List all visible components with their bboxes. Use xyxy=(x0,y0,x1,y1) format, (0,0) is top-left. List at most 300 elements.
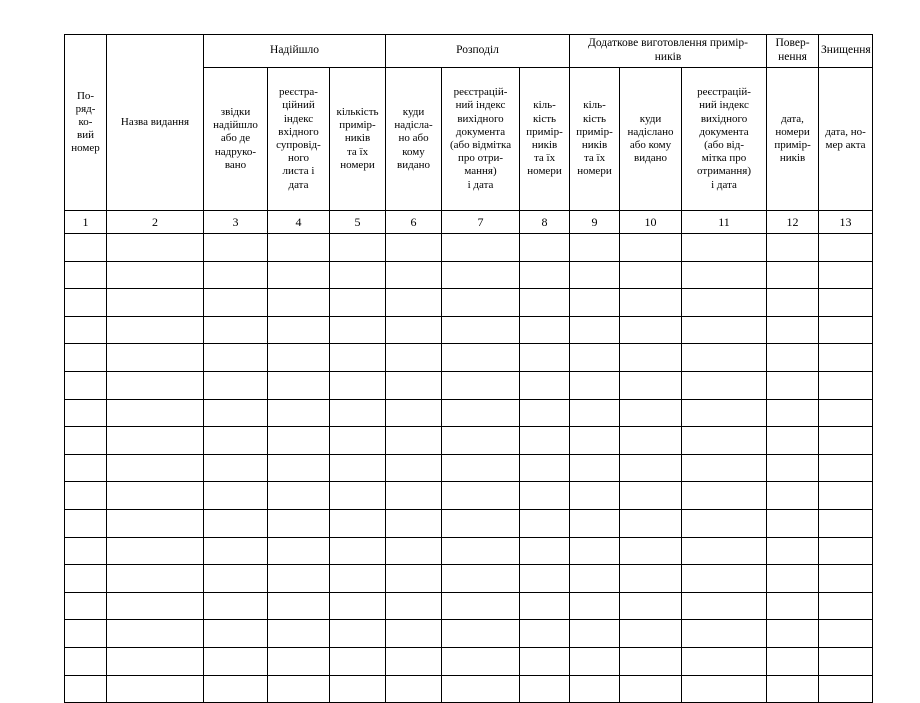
line: документа xyxy=(699,125,749,138)
table-cell[interactable] xyxy=(204,620,268,648)
table-cell[interactable] xyxy=(767,427,819,455)
table-cell[interactable] xyxy=(819,482,873,510)
table-cell[interactable] xyxy=(204,537,268,565)
header-cell-publication-name xyxy=(107,35,204,211)
table-cell[interactable] xyxy=(442,565,520,593)
table-cell[interactable] xyxy=(570,316,620,344)
line: примір- xyxy=(774,139,811,151)
table-row[interactable] xyxy=(65,620,873,648)
table-cell[interactable] xyxy=(204,482,268,510)
table-cell[interactable] xyxy=(767,509,819,537)
table-cell[interactable] xyxy=(386,537,442,565)
table-cell[interactable] xyxy=(620,289,682,317)
table-cell[interactable] xyxy=(520,371,570,399)
table-cell[interactable] xyxy=(386,344,442,372)
table-cell[interactable] xyxy=(107,316,204,344)
table-cell[interactable] xyxy=(682,234,767,262)
line: та їх xyxy=(346,145,369,158)
column-number: 3 xyxy=(204,211,268,234)
table-cell[interactable] xyxy=(386,482,442,510)
table-cell[interactable] xyxy=(65,289,107,317)
table-cell[interactable] xyxy=(767,289,819,317)
table-cell[interactable] xyxy=(268,454,330,482)
column-number: 7 xyxy=(442,211,520,234)
table-cell[interactable] xyxy=(520,454,570,482)
group-header-return xyxy=(767,35,819,68)
table-cell[interactable] xyxy=(520,592,570,620)
header-cell-source xyxy=(204,68,268,211)
table-row[interactable] xyxy=(65,675,873,703)
table-cell[interactable] xyxy=(204,565,268,593)
table-cell[interactable] xyxy=(682,565,767,593)
table-cell[interactable] xyxy=(330,592,386,620)
table-cell[interactable] xyxy=(767,592,819,620)
table-cell[interactable] xyxy=(65,371,107,399)
table-cell[interactable] xyxy=(204,234,268,262)
line: Додаткове виготовлення примір- xyxy=(588,37,749,50)
table-cell[interactable] xyxy=(520,675,570,703)
table-cell[interactable] xyxy=(386,316,442,344)
table-cell[interactable] xyxy=(570,427,620,455)
line: отримання) xyxy=(697,165,751,178)
table-cell[interactable] xyxy=(620,565,682,593)
table-cell[interactable] xyxy=(107,620,204,648)
table-cell[interactable] xyxy=(620,316,682,344)
table-cell[interactable] xyxy=(386,565,442,593)
table-cell[interactable] xyxy=(620,234,682,262)
table-cell[interactable] xyxy=(386,427,442,455)
line: реєстрацій- xyxy=(453,86,508,99)
table-cell[interactable] xyxy=(570,647,620,675)
table-cell[interactable] xyxy=(620,537,682,565)
line: Назва видання xyxy=(120,115,190,128)
table-cell[interactable] xyxy=(767,234,819,262)
column-number: 9 xyxy=(570,211,620,234)
line: реєстрацій- xyxy=(697,86,751,99)
table-row[interactable] xyxy=(65,537,873,565)
table-row[interactable] xyxy=(65,289,873,317)
line: кіль- xyxy=(583,99,606,112)
line: індекс xyxy=(283,112,314,125)
table-cell[interactable] xyxy=(682,316,767,344)
table-cell[interactable] xyxy=(330,371,386,399)
line: ників xyxy=(654,51,682,63)
table-cell[interactable] xyxy=(330,509,386,537)
table-cell[interactable] xyxy=(330,234,386,262)
line: но або xyxy=(398,132,429,145)
table-cell[interactable] xyxy=(65,565,107,593)
table-cell[interactable] xyxy=(767,482,819,510)
table-cell[interactable] xyxy=(819,316,873,344)
table-cell[interactable] xyxy=(204,454,268,482)
table-cell[interactable] xyxy=(386,509,442,537)
line: мітка про xyxy=(701,152,747,165)
table-cell[interactable] xyxy=(520,316,570,344)
table-cell[interactable] xyxy=(819,261,873,289)
table-cell[interactable] xyxy=(442,482,520,510)
table-cell[interactable] xyxy=(767,371,819,399)
table-cell[interactable] xyxy=(520,509,570,537)
table-row[interactable] xyxy=(65,565,873,593)
line: дата xyxy=(288,178,309,191)
table-cell[interactable] xyxy=(442,344,520,372)
table-cell[interactable] xyxy=(819,427,873,455)
table-cell[interactable] xyxy=(570,344,620,372)
table-cell[interactable] xyxy=(442,675,520,703)
table-cell[interactable] xyxy=(520,427,570,455)
table-cell[interactable] xyxy=(268,316,330,344)
table-row[interactable] xyxy=(65,482,873,510)
table-cell[interactable] xyxy=(682,675,767,703)
table-cell[interactable] xyxy=(65,234,107,262)
table-cell[interactable] xyxy=(386,620,442,648)
table-cell[interactable] xyxy=(386,371,442,399)
table-cell[interactable] xyxy=(819,647,873,675)
group-header-distribution: Розподіл xyxy=(386,35,570,68)
table-cell[interactable] xyxy=(386,261,442,289)
table-cell[interactable] xyxy=(442,592,520,620)
table-cell[interactable] xyxy=(268,675,330,703)
line: примір- xyxy=(526,125,563,138)
table-cell[interactable] xyxy=(386,399,442,427)
table-cell[interactable] xyxy=(620,399,682,427)
table-cell[interactable] xyxy=(819,454,873,482)
table-cell[interactable] xyxy=(442,647,520,675)
column-number: 12 xyxy=(767,211,819,234)
table-cell[interactable] xyxy=(330,454,386,482)
table-row[interactable] xyxy=(65,316,873,344)
line: ного xyxy=(287,152,310,165)
table-row[interactable] xyxy=(65,234,873,262)
table-cell[interactable] xyxy=(520,234,570,262)
table-cell[interactable] xyxy=(107,675,204,703)
table-cell[interactable] xyxy=(268,537,330,565)
table-cell[interactable] xyxy=(819,537,873,565)
table-cell[interactable] xyxy=(620,371,682,399)
group-header-destruction: Знищення xyxy=(819,35,873,68)
table-cell[interactable] xyxy=(682,482,767,510)
table-cell[interactable] xyxy=(442,234,520,262)
table-cell[interactable] xyxy=(107,289,204,317)
table-cell[interactable] xyxy=(570,482,620,510)
table-cell[interactable] xyxy=(107,371,204,399)
table-row[interactable] xyxy=(65,371,873,399)
line: листа і xyxy=(282,165,315,178)
table-cell[interactable] xyxy=(65,344,107,372)
table-cell[interactable] xyxy=(620,261,682,289)
table-cell[interactable] xyxy=(442,509,520,537)
table-cell[interactable] xyxy=(330,316,386,344)
table-cell[interactable] xyxy=(682,537,767,565)
table-cell[interactable] xyxy=(819,675,873,703)
header-cell-distributed-copies xyxy=(520,68,570,211)
table-cell[interactable] xyxy=(442,454,520,482)
table-cell[interactable] xyxy=(570,399,620,427)
line: номери xyxy=(340,158,375,171)
table-cell[interactable] xyxy=(620,592,682,620)
table-cell[interactable] xyxy=(520,289,570,317)
header-cell-sent-to xyxy=(386,68,442,211)
table-row[interactable] xyxy=(65,454,873,482)
table-cell[interactable] xyxy=(204,675,268,703)
table-cell[interactable] xyxy=(620,620,682,648)
table-row[interactable] xyxy=(65,647,873,675)
table-cell[interactable] xyxy=(204,371,268,399)
table-cell[interactable] xyxy=(107,565,204,593)
line: вхідного xyxy=(278,125,319,138)
table-cell[interactable] xyxy=(330,620,386,648)
table-cell[interactable] xyxy=(268,427,330,455)
table-cell[interactable] xyxy=(268,482,330,510)
table-cell[interactable] xyxy=(442,620,520,648)
table-cell[interactable] xyxy=(386,675,442,703)
registration-table xyxy=(64,34,873,703)
table-cell[interactable] xyxy=(520,565,570,593)
table-cell[interactable] xyxy=(570,234,620,262)
line: і дата xyxy=(467,178,494,191)
table-cell[interactable] xyxy=(386,647,442,675)
line: або кому xyxy=(629,139,672,151)
table-cell[interactable] xyxy=(570,509,620,537)
table-cell[interactable] xyxy=(442,316,520,344)
table-cell[interactable] xyxy=(330,344,386,372)
table-cell[interactable] xyxy=(570,537,620,565)
table-cell[interactable] xyxy=(570,592,620,620)
table-cell[interactable] xyxy=(520,261,570,289)
line: нення xyxy=(778,51,807,63)
table-cell[interactable] xyxy=(65,509,107,537)
table-row[interactable] xyxy=(65,399,873,427)
header-cell-order-number xyxy=(65,35,107,211)
table-cell[interactable] xyxy=(682,647,767,675)
table-cell[interactable] xyxy=(65,261,107,289)
table-cell[interactable] xyxy=(682,261,767,289)
table-cell[interactable] xyxy=(386,454,442,482)
table-cell[interactable] xyxy=(620,454,682,482)
table-cell[interactable] xyxy=(620,482,682,510)
column-number: 6 xyxy=(386,211,442,234)
table-cell[interactable] xyxy=(268,509,330,537)
table-cell[interactable] xyxy=(767,399,819,427)
table-cell[interactable] xyxy=(386,592,442,620)
table-cell[interactable] xyxy=(682,427,767,455)
table-cell[interactable] xyxy=(330,565,386,593)
table-cell[interactable] xyxy=(620,427,682,455)
table-cell[interactable] xyxy=(386,289,442,317)
table-cell[interactable] xyxy=(520,537,570,565)
table-cell[interactable] xyxy=(819,371,873,399)
table-cell[interactable] xyxy=(442,399,520,427)
table-row[interactable] xyxy=(65,427,873,455)
table-cell[interactable] xyxy=(65,620,107,648)
table-cell[interactable] xyxy=(330,261,386,289)
table-cell[interactable] xyxy=(65,537,107,565)
table-cell[interactable] xyxy=(268,399,330,427)
table-cell[interactable] xyxy=(65,399,107,427)
table-row[interactable] xyxy=(65,509,873,537)
line: та їх xyxy=(583,152,606,165)
line: куди xyxy=(402,106,425,119)
table-cell[interactable] xyxy=(682,454,767,482)
table-cell[interactable] xyxy=(819,592,873,620)
table-cell[interactable] xyxy=(819,399,873,427)
table-cell[interactable] xyxy=(442,537,520,565)
line: номери xyxy=(527,165,562,178)
table-cell[interactable] xyxy=(520,344,570,372)
table-cell[interactable] xyxy=(442,261,520,289)
table-cell[interactable] xyxy=(268,371,330,399)
table-cell[interactable] xyxy=(268,344,330,372)
table-row[interactable] xyxy=(65,344,873,372)
table-cell[interactable] xyxy=(204,509,268,537)
table-cell[interactable] xyxy=(682,592,767,620)
line: надійшло xyxy=(213,119,258,132)
table-cell[interactable] xyxy=(204,399,268,427)
table-cell[interactable] xyxy=(620,675,682,703)
table-cell[interactable] xyxy=(570,289,620,317)
table-cell[interactable] xyxy=(107,592,204,620)
table-cell[interactable] xyxy=(268,289,330,317)
table-cell[interactable] xyxy=(107,454,204,482)
table-cell[interactable] xyxy=(65,592,107,620)
header-cell-incoming-index xyxy=(268,68,330,211)
line: мер акта xyxy=(825,139,866,151)
table-cell[interactable] xyxy=(682,289,767,317)
table-cell[interactable] xyxy=(204,316,268,344)
table-cell[interactable] xyxy=(268,647,330,675)
table-cell[interactable] xyxy=(819,509,873,537)
table-cell[interactable] xyxy=(767,344,819,372)
table-cell[interactable] xyxy=(767,537,819,565)
table-cell[interactable] xyxy=(819,234,873,262)
table-cell[interactable] xyxy=(107,234,204,262)
table-cell[interactable] xyxy=(819,289,873,317)
table-cell[interactable] xyxy=(65,482,107,510)
line: вано xyxy=(224,158,247,171)
line: ників xyxy=(531,139,558,151)
table-cell[interactable] xyxy=(620,647,682,675)
line: номер xyxy=(71,142,100,155)
table-cell[interactable] xyxy=(204,289,268,317)
table-cell[interactable] xyxy=(65,647,107,675)
table-cell[interactable] xyxy=(520,647,570,675)
table-cell[interactable] xyxy=(570,261,620,289)
table-cell[interactable] xyxy=(330,647,386,675)
table-cell[interactable] xyxy=(204,592,268,620)
table-cell[interactable] xyxy=(65,675,107,703)
line: ційний xyxy=(282,99,315,112)
table-cell[interactable] xyxy=(767,261,819,289)
table-cell[interactable] xyxy=(682,371,767,399)
table-cell[interactable] xyxy=(330,675,386,703)
table-cell[interactable] xyxy=(65,454,107,482)
table-cell[interactable] xyxy=(268,620,330,648)
table-cell[interactable] xyxy=(107,261,204,289)
table-cell[interactable] xyxy=(107,344,204,372)
table-cell[interactable] xyxy=(107,482,204,510)
table-cell[interactable] xyxy=(330,537,386,565)
table-cell[interactable] xyxy=(107,509,204,537)
table-cell[interactable] xyxy=(442,371,520,399)
table-cell[interactable] xyxy=(767,675,819,703)
table-cell[interactable] xyxy=(442,289,520,317)
table-cell[interactable] xyxy=(767,565,819,593)
table-cell[interactable] xyxy=(330,482,386,510)
line: кількість xyxy=(336,106,379,119)
table-cell[interactable] xyxy=(767,316,819,344)
table-cell[interactable] xyxy=(819,620,873,648)
table-cell[interactable] xyxy=(682,399,767,427)
table-cell[interactable] xyxy=(570,454,620,482)
table-cell[interactable] xyxy=(330,289,386,317)
table-cell[interactable] xyxy=(107,399,204,427)
table-row[interactable] xyxy=(65,592,873,620)
header-cell-additional-sent-to xyxy=(620,68,682,211)
table-cell[interactable] xyxy=(570,565,620,593)
table-cell[interactable] xyxy=(268,565,330,593)
line: ко- xyxy=(78,115,93,128)
table-cell[interactable] xyxy=(570,675,620,703)
table-cell[interactable] xyxy=(107,537,204,565)
table-cell[interactable] xyxy=(330,427,386,455)
table-cell[interactable] xyxy=(107,647,204,675)
table-cell[interactable] xyxy=(570,620,620,648)
table-cell[interactable] xyxy=(107,427,204,455)
table-cell[interactable] xyxy=(268,234,330,262)
table-cell[interactable] xyxy=(520,399,570,427)
table-cell[interactable] xyxy=(682,344,767,372)
line: видано xyxy=(397,158,430,171)
table-cell[interactable] xyxy=(204,427,268,455)
table-cell[interactable] xyxy=(268,592,330,620)
table-cell[interactable] xyxy=(204,647,268,675)
table-cell[interactable] xyxy=(620,509,682,537)
table-cell[interactable] xyxy=(570,371,620,399)
table-cell[interactable] xyxy=(819,344,873,372)
table-cell[interactable] xyxy=(386,234,442,262)
table-row[interactable] xyxy=(65,261,873,289)
header-cell-return-details xyxy=(767,68,819,211)
table-cell[interactable] xyxy=(204,261,268,289)
line: звідки xyxy=(220,106,251,119)
table-cell[interactable] xyxy=(442,427,520,455)
line: супровід- xyxy=(276,139,321,151)
table-cell[interactable] xyxy=(682,620,767,648)
table-cell[interactable] xyxy=(767,454,819,482)
line: (або відмітка xyxy=(449,139,512,151)
line: і дата xyxy=(711,178,737,191)
table-cell[interactable] xyxy=(819,565,873,593)
table-cell[interactable] xyxy=(682,509,767,537)
table-cell[interactable] xyxy=(520,620,570,648)
line: та їх xyxy=(533,152,556,165)
table-cell[interactable] xyxy=(65,427,107,455)
line: ників xyxy=(779,152,806,165)
line: або де xyxy=(220,132,251,145)
table-cell[interactable] xyxy=(204,344,268,372)
line: надісла- xyxy=(394,119,433,132)
line: кіль- xyxy=(533,99,556,112)
table-cell[interactable] xyxy=(65,316,107,344)
table-cell[interactable] xyxy=(767,620,819,648)
table-cell[interactable] xyxy=(767,647,819,675)
table-body xyxy=(65,234,873,703)
line: кість xyxy=(582,112,607,125)
table-cell[interactable] xyxy=(520,482,570,510)
table-cell[interactable] xyxy=(268,261,330,289)
table-cell[interactable] xyxy=(330,399,386,427)
table-cell[interactable] xyxy=(620,344,682,372)
